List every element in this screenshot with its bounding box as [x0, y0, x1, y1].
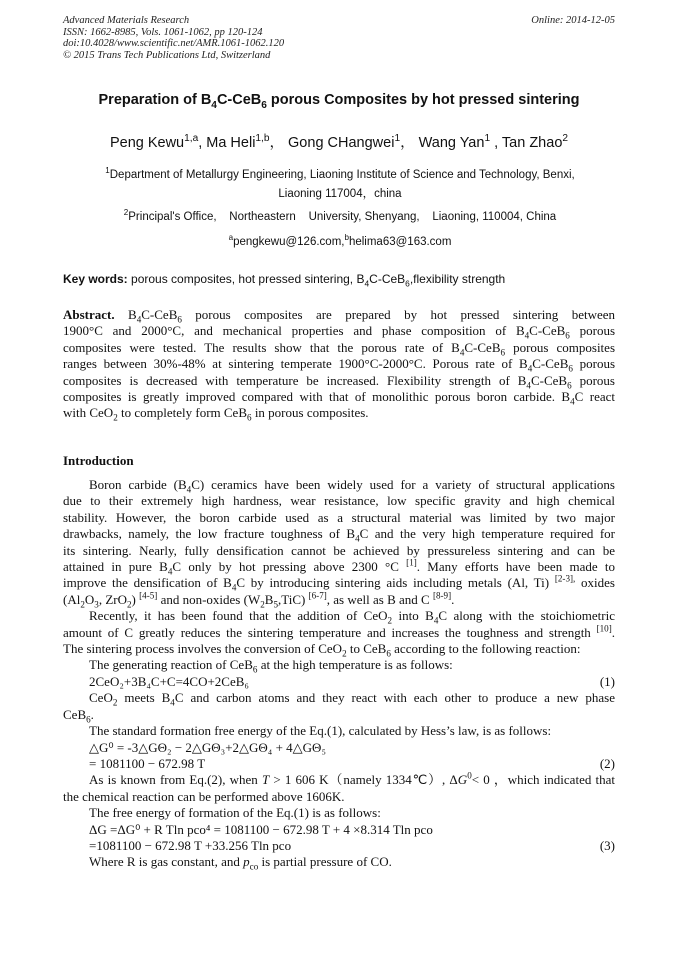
paragraph: Boron carbide $(B_4C)$ ceramics have been widely used for a variety of structural applications due to their extremely high hardness, wear resistance, low specific gravity and high chemical stability. However, the boron carbide used as a structural material was limited by two major drawbacks, namely, the low fracture toughness of $B_4C$ and the very high temperature required for its sintering. Nearly, fully densification cannot be achieved by pressureless sintering and can be attained in pure $B_4C$ only by hot pressing above 2300 °C [1]. Many efforts have been made to improve the densification of $B_4C$ by introducing sintering aids including metals (Al, Ti) $^{[2-3],}$ oxides ($Al_2O_3$, ZrO$_2$) [4-5] and non-oxides $(W_2B_5,TiC)$ [6-7], as well as B and C [8-9].	[63, 477, 616, 610]
equation-2-result: = 1081100 − 672.98 T (2)	[89, 755, 615, 771]
paragraph: Recently, it has been found that the addition of CeO$_2$ into $B_4C$ along with the stoichiometric amount of C greatly reduces the sintering temperature and increases the toughness and strength [10]. The sintering process involves the conversion of CeO$_2$ to CeB$_6$ according to the following reaction:	[63, 608, 615, 659]
paragraph: The generating reaction of CeB$_6$ at the high temperature is as follows:	[89, 657, 453, 676]
equation-1: 2CeO₂+3B₄C+C=4CO+2CeB₆ (1)	[89, 673, 615, 689]
equation-number: (3)	[599, 837, 615, 853]
author: Ma Heli$^{1,b}$，	[206, 133, 289, 151]
paragraph: The standard formation free energy of the Eq.(1), calculated by Hess’s law, is as follows:	[89, 723, 552, 739]
copyright-line: © 2015 Trans Tech Publications Ltd, Switzerland	[63, 49, 271, 61]
equation-2: △G⁰ = -3△GΘ₂ − 2△GΘ₃+2△GΘ₄ + 4△GΘ₅	[89, 739, 326, 755]
equation-3-result: =1081100 − 672.98 T +33.256 Tln pco (3)	[89, 837, 615, 853]
author: Tan Zhao$^2$	[501, 133, 569, 151]
issn-line: ISSN: 1662-8985, Vols. 1061-1062, pp 120-124	[63, 26, 263, 38]
paragraph: As is known from Eq.(2), when T > 1 606 K（namely 1334℃）, $\Delta G^0< 0$ ，which indicated that the chemical reaction can be performed above 1606K.	[63, 770, 615, 804]
introduction-body	[63, 477, 615, 871]
journal-header	[63, 15, 284, 61]
author-list	[0, 131, 678, 152]
affiliation-2: $^2$Principal's Office, Northeastern University, Shenyang, Liaoning, 110004, China	[123, 208, 557, 223]
affiliation-1: $^1$Department of Metallurgy Engineering, Liaoning Institute of Science and Technology, Benxi, Liaoning 117004，china	[105, 166, 575, 200]
section-heading-introduction: Introduction	[63, 453, 134, 468]
journal-name: Advanced Materials Research	[63, 15, 190, 26]
online-date: Online: 2014-12-05	[531, 15, 615, 26]
author: Gong CHangwei$^1$，	[288, 133, 419, 151]
equation-3: ΔG =ΔG⁰ + R Tln pco⁴ = 1081100 − 672.98 T + 4 ×8.314 Tln pco	[89, 821, 433, 837]
paragraph: CeO$_2$ meets $B_4C$ and carbon atoms and they react with each other to produce a new phase CeB$_6$.	[63, 690, 615, 725]
paper-title: Preparation of $B_4C-CeB_6$ porous Composites by hot pressed sintering	[98, 92, 580, 111]
doi-line: doi:10.4028/www.scientific.net/AMR.1061-1062.120	[63, 38, 285, 49]
equation-number: (1)	[599, 673, 615, 689]
email-line: $^a$pengkewu@126.com,$^b$helima63@163.com	[228, 233, 452, 248]
equation-number: (2)	[599, 755, 615, 771]
keywords: Key words: porous composites, hot pressed sintering, $B_4C-CeB_6,flexibility$ strength	[63, 272, 506, 289]
paragraph: The free energy of formation of the Eq.(1) is as follows:	[89, 805, 381, 821]
author: Peng Kewu$^{1,a}$,	[109, 133, 207, 151]
abstract: Abstract. $B_4C-CeB_6$ porous composites are prepared by hot pressed sintering between 1900°C and 2000°C, and mechanical properties and phase composition of $B_4C-CeB_6$ porous composites were tested. The results show that the porous rate of $B_4C-CeB_6$ porous composites ranges between 30%-48% at sintering temperate 1900°C-2000°C. Porous rate of $B_4C-CeB_6$ porous composites is decreased with temperature be increased. Flexibility strength of $B_4C-CeB_6$ porous composites is greatly improved compared with that of monolithic porous boron carbide. $B_4C$ react with CeO$_2$ to completely form CeB$_6$ in porous composites.	[63, 307, 616, 424]
author: Wang Yan$^1$ ,	[418, 133, 502, 151]
paragraph: Where R is gas constant, and $p_{co}$ is partial pressure of CO.	[89, 854, 392, 872]
